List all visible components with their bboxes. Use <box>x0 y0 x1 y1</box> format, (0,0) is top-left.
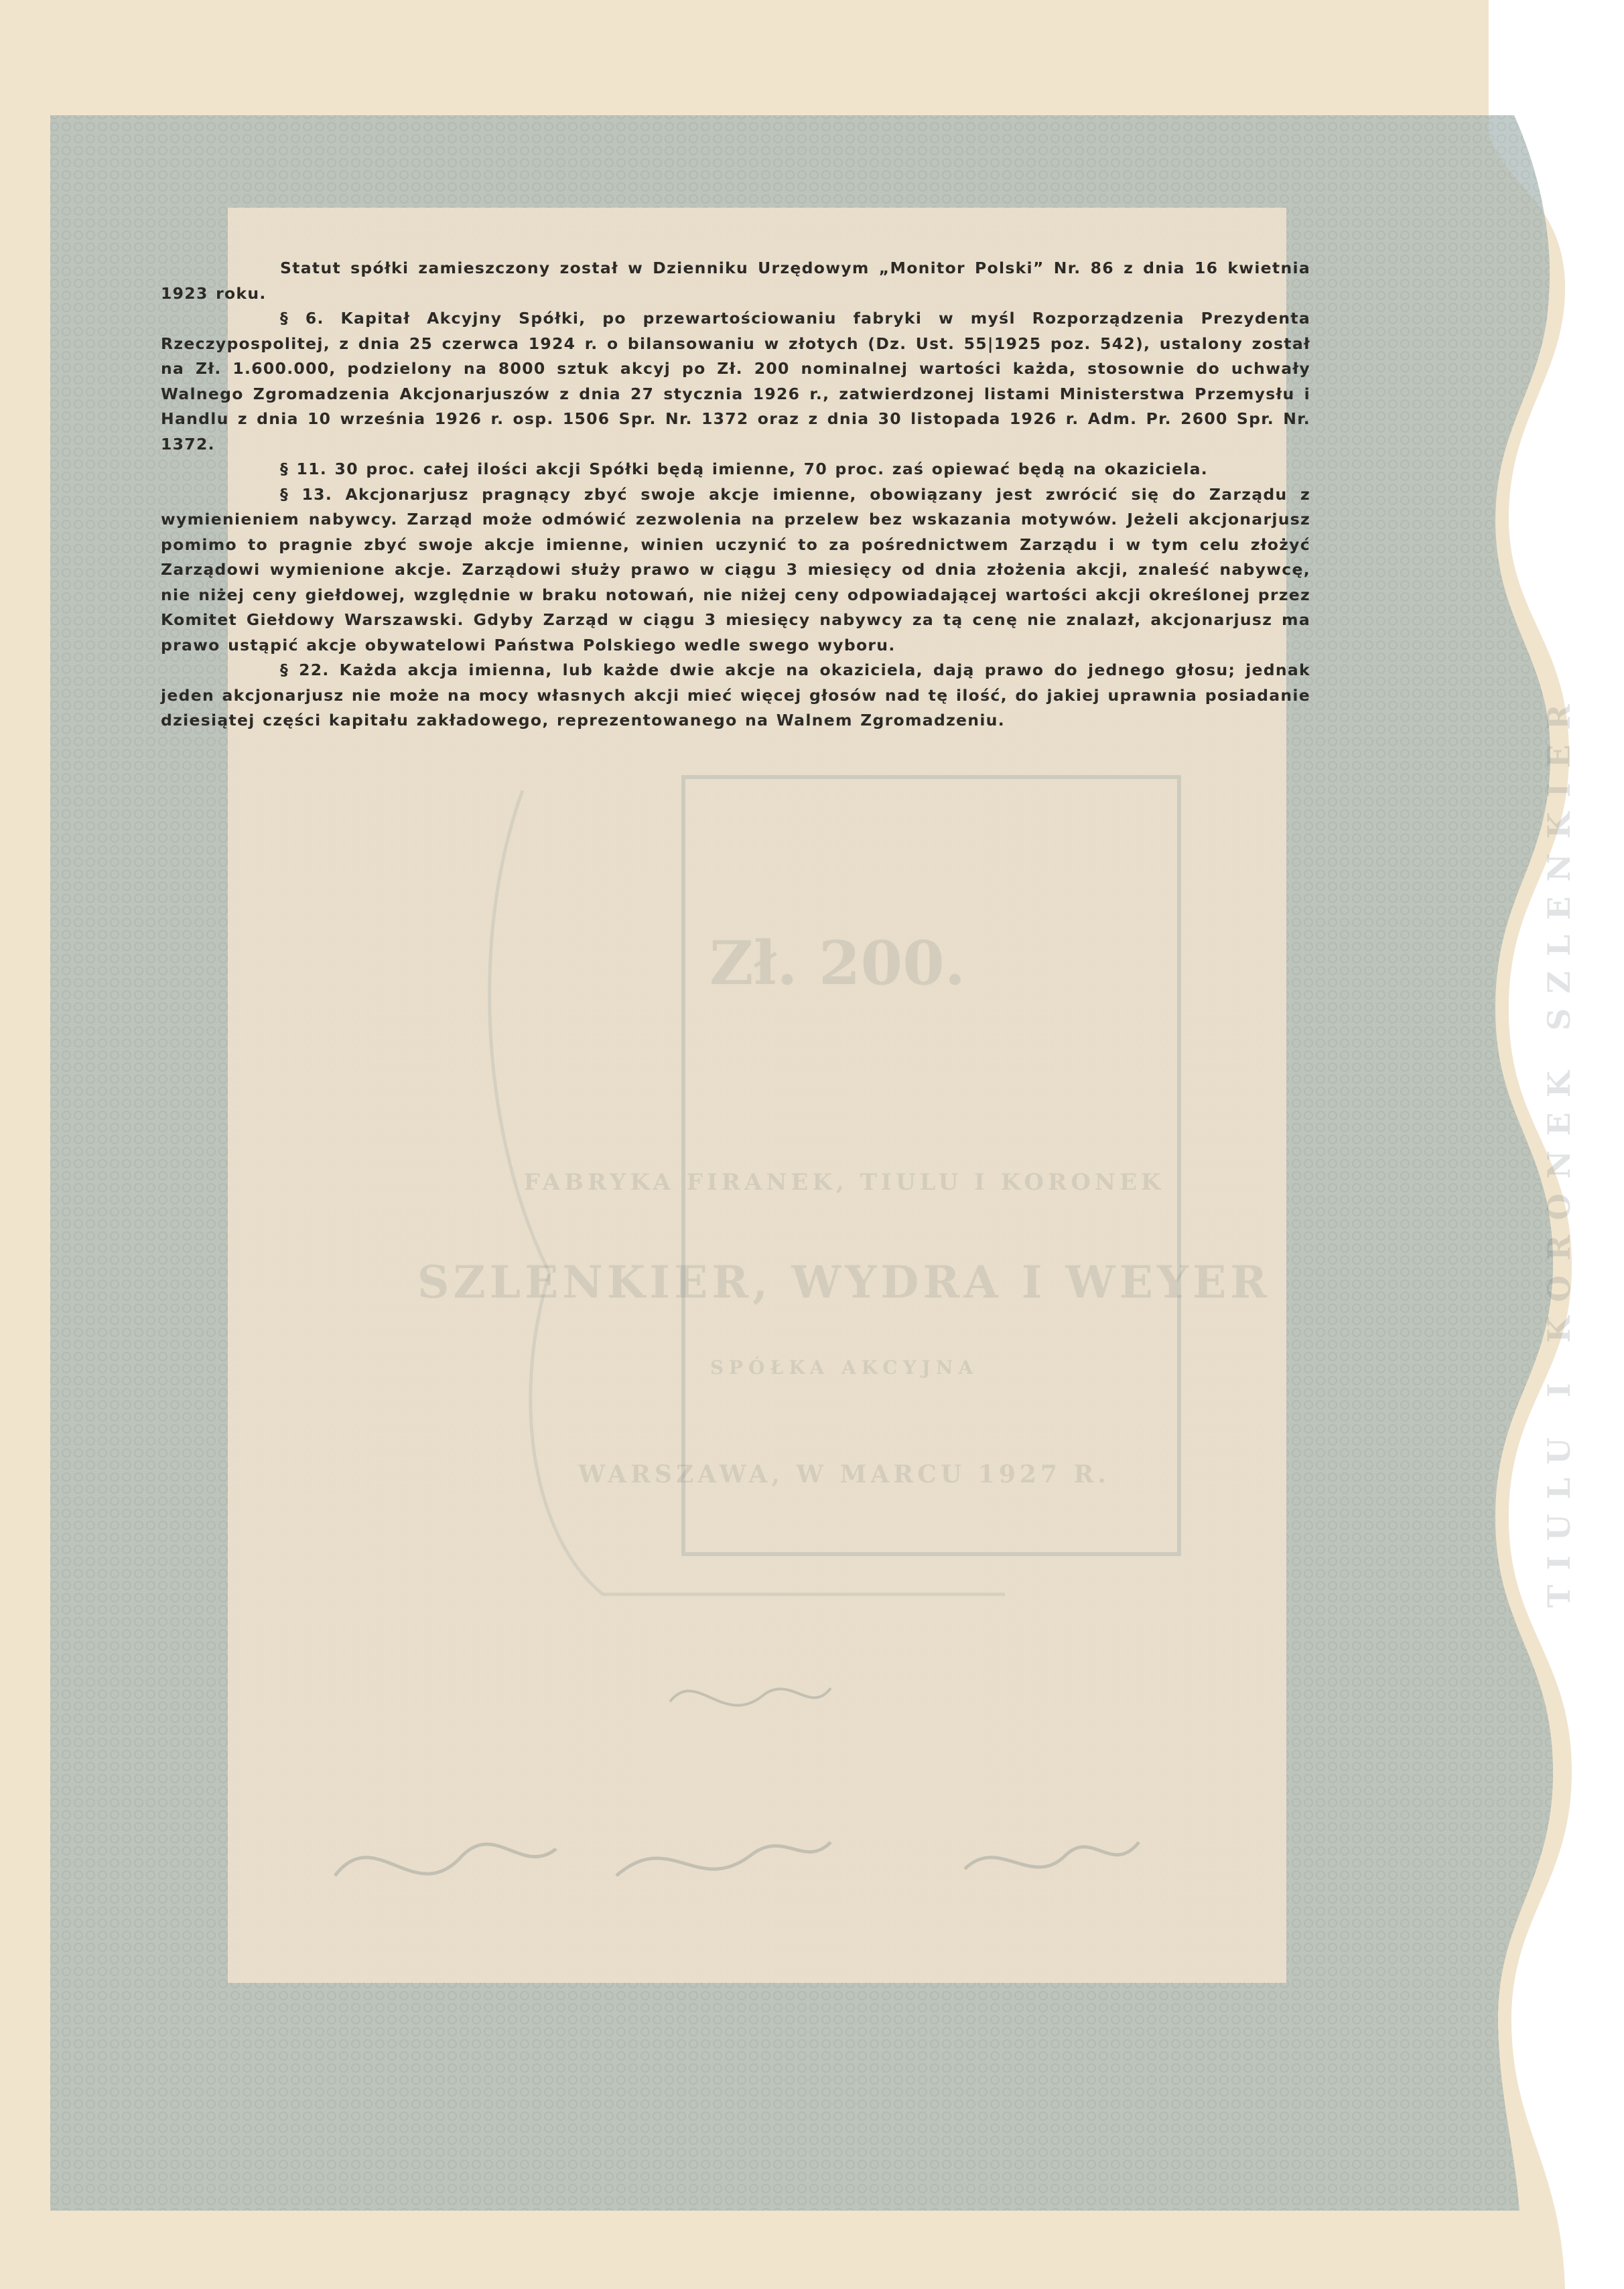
ghost-company-line2: SZLENKIER, WYDRA I WEYER <box>417 1256 1272 1308</box>
paragraph-section-22: § 22. Każda akcja imienna, lub każde dwie akcje na okaziciela, dają prawo do jednego głosu; jednak jeden akcjonarjusz nie może na mocy własnych akcji mieć więcej głosów nad tę ilość, do jakiej uprawnia posiadanie dziesiątej części kapitału zakładowego, reprezentowanego na Walnem Zgromadzeniu. <box>161 661 1310 730</box>
signature-marks <box>322 1655 1193 1936</box>
paragraph-section-6: § 6. Kapitał Akcyjny Spółki, po przewartościowaniu fabryki w myśl Rozporządzenia Prezydenta Rzeczypospolitej, z dnia 25 czerwca 1924 r. o bilansowaniu w złotych (Dz. Ust. 55|1925 poz. 542), ustalony został na Zł. 1.600.000, podzielony na 8000 sztuk akcyj po Zł. 200 nominalnej wartości każda, stosownie do uchwały Walnego Zgromadzenia Akcjonarjuszów z dnia 27 stycznia 1926 r., zatwierdzonej listami Ministerstwa Przemysłu i Handlu z dnia 10 września 1926 r. osp. 1506 Spr. Nr. 1372 oraz z dnia 30 listopada 1926 r. Adm. Pr. 2600 Spr. Nr. 1372. <box>161 309 1310 454</box>
statute-text <box>161 256 1310 734</box>
ghost-side-text: TIULU I KORONEK SZLENKIER <box>1541 689 1577 1608</box>
ghost-company-line1: FABRYKA FIRANEK, TIULU I KORONEK <box>523 1169 1165 1196</box>
ghost-place-date: WARSZAWA, W MARCU 1927 R. <box>578 1460 1110 1488</box>
paragraph-section-11: § 11. 30 proc. całej ilości akcji Spółki będą imienne, 70 proc. zaś opiewać będą na okaziciela. <box>280 460 1209 478</box>
ghost-amount: Zł. 200. <box>709 928 966 999</box>
paragraph-section-13: § 13. Akcjonarjusz pragnący zbyć swoje akcje imienne, obowiązany jest zwrócić się do Zarządu z wymienieniem nabywcy. Zarząd może odmówić zezwolenia na przelew bez wskazania motywów. Jeżeli akcjonarjusz pomimo to pragnie zbyć swoje akcje imienne, winien uczynić to za pośrednictwem Zarządu i w tym celu złożyć Zarządowi wymienione akcje. Zarządowi służy prawo w ciągu 3 miesięcy od dnia złożenia akcji, znaleść nabywcę, nie niżej ceny giełdowej, względnie w braku notowań, nie niżej ceny odpowiadającej wartości akcji określonej przez Komitet Giełdowy Warszawski. Gdyby Zarząd w ciągu 3 miesięcy nabywcy za tą cenę nie znalazł, akcjonarjusz ma prawo ustąpić akcje obywatelowi Państwa Polskiego wedle swego wyboru. <box>161 484 1310 654</box>
ghost-company-line3: SPÓŁKA AKCYJNA <box>709 1357 979 1379</box>
paragraph-statute-publication: Statut spółki zamieszczony został w Dzienniku Urzędowym „Monitor Polski” Nr. 86 z dnia 16 kwietnia 1923 roku. <box>161 259 1310 303</box>
